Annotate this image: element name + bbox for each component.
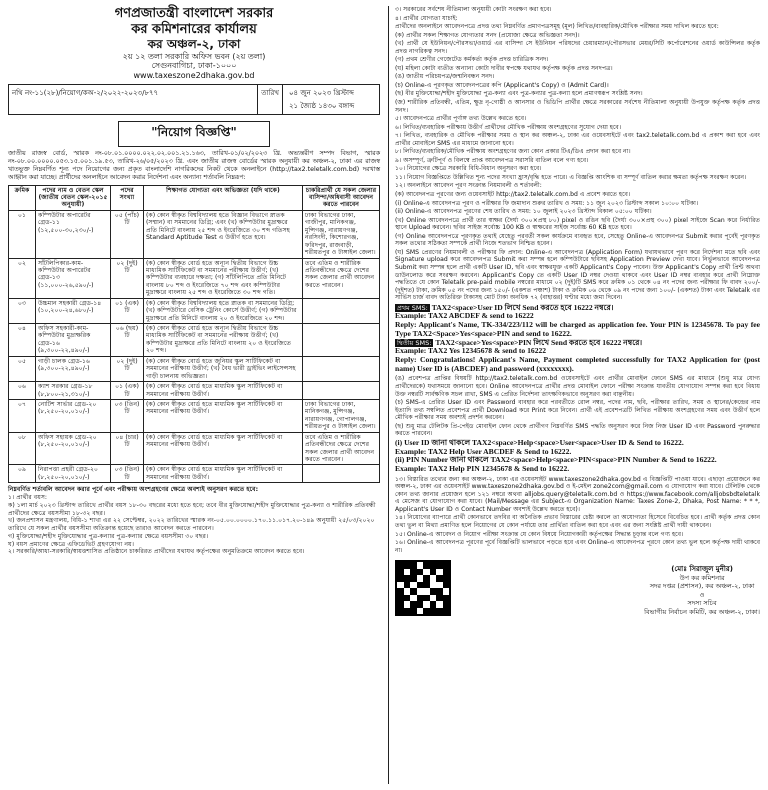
instruction-item: ৯। অসম্পূর্ণ, ত্রুটিপূর্ণ ও বিলম্বে প্রাপ্ত আবেদনপত্র সরাসরি বাতিল বলে গণ্য হবে। [395, 156, 589, 164]
header-line-3: কর অঞ্চল-২, ঢাকা [147, 37, 241, 52]
header-count: পদের সংখ্যা [111, 185, 144, 210]
note-item: ২। সরকারি/আধা-সরকারি/স্বায়ত্তশাসিত প্রতিষ্ঠানে চাকরিরত প্রার্থীদের যথাযথ কর্তৃপক্ষের অনুমতিক্রমে আবেদন করতে হবে। [8, 548, 305, 556]
table-row [9, 399, 380, 432]
cell-serial: ০৮ [9, 432, 36, 465]
cell-count: ০১ (এক) টি [111, 298, 144, 323]
cell-qualification: (ক) কোন স্বীকৃত বোর্ড হতে অন্যূন দ্বিতীয় বিভাগে উচ্চ মাধ্যমিক সার্টিফিকেট বা সমমানের পরীক্ষায় উত্তীর্ণ; (খ) কম্পিউটার ব্যবহারে দক্ষতা; (গ) সাঁটলিপিতে প্রতি মিনিটে বাংলায় ৮০ শব্দ ও ইংরেজিতে ৭০ শব্দ এবং কম্পিউটার মুদ্রাক্ষরে বাংলায় ২৫ শব্দ ও ইংরেজিতে ৩০ শব্দ গতি। [144, 258, 303, 298]
memo-date [283, 85, 379, 114]
cell-districts: ঢাকা বিভাগের ঢাকা, গাজীপুর, মানিকগঞ্জ, মুন্সিগঞ্জ, নারায়ণগঞ্জ, নরসিংদী, কিশোরগঞ্জ, ফরিদপুর, রাজবাড়ী, শরীয়তপুর ও টাঙ্গাইল জেলা। [303, 210, 380, 258]
cell-districts [303, 356, 380, 381]
instruction-item: ১২। অনলাইনে আবেদন পূরণ সংক্রান্ত নিয়মাবলী ও শর্তাবলী: [395, 182, 542, 190]
signer-committee-role: সদস্য সচিব [687, 599, 717, 608]
cell-qualification: (ক) কোন স্বীকৃত বোর্ড হতে মাধ্যমিক স্কুল সার্টিফিকেট বা সমমানের পরীক্ষায় উত্তীর্ণ। [144, 432, 303, 465]
note-item: গ) মুক্তিযোদ্ধা/শহীদ মুক্তিযোদ্ধার পুত্র-কন্যার পুত্র-কন্যার ক্ষেত্রে বয়সসীমা ৩০ বছর। [8, 532, 209, 540]
signer-office: সদর দপ্তর (প্রশাসন), কর অঞ্চল-২, ঢাকা [649, 582, 755, 591]
instruction-item: (খ) প্রার্থী যে ইউনিয়ন/পৌরসভা/ওয়ার্ড এর বাসিন্দা সে ইউনিয়ন পরিষদের চেয়ারম্যান/পৌরসভার মেয়র/সিটি কর্পোরেশনের ওয়ার্ড কাউন্সিলর কর্তৃক প্রদত্ত নাগরিকত্ব সনদ। [395, 40, 760, 55]
instruction-item: ১৫। Online-এ আবেদন ও নিয়োগ পরীক্ষা সংক্রান্ত যে কোন বিষয়ে নিয়োগকারী কর্তৃপক্ষের সিদ্ধান্ত চূড়ান্ত বলে গণ্য হবে। [395, 530, 684, 538]
recovery-instructions [395, 439, 760, 474]
sms2-example: Example: TAX2 Yes 12345678 & send to 16222 [395, 346, 547, 356]
cell-post: গাড়ী চালক গ্রেড-১৬ (৯,৩০০-২২,৪৯০/-) [36, 356, 111, 381]
cell-post: নিরাপত্তা প্রহরী গ্রেড-২০ (৮,২৫০-২০,০১০/-) [36, 465, 111, 483]
memo-number: নথি নং-১১(২৮)/নিয়োগ/কঅ-২/২০২২-২০২৩/৮৭৭ [9, 85, 258, 114]
cell-post: অফিস সহায়ক গ্রেড-২০ (৮,২৫০-২০,০১০/-) [36, 432, 111, 465]
signature-block [395, 560, 760, 616]
instruction-item: ৬। লিখিত/ব্যবহারিক পরীক্ষায় উত্তীর্ণ প্রার্থীদের মৌখিক পরীক্ষায় অংশগ্রহণের সুযোগ দেয়া হবে। [395, 123, 621, 131]
instruction-item: (খ) Online আবেদনপত্রে প্রার্থী তার স্বাক্ষর (দৈর্ঘ্য ৩০০×প্রস্থ ৮০) pixel ও রঙিন ছবি (দৈর্ঘ্য ৩০০×প্রস্থ ৩০০) pixel সাইজে Scan করে নির্ধারিত স্থানে Upload করবেন। ছবির সাইজ সর্বোচ্চ 100 KB ও স্বাক্ষরের সাইজ সর্বোচ্চ 60 KB হতে হবে। [395, 216, 760, 232]
header-districts: চাকরিপ্রার্থী যে সকল জেলার বাসিন্দা/অধিবাসী আবেদন করতে পারবেন [303, 185, 380, 210]
instruction-item: প্রার্থীদের অনলাইনে আবেদনপত্রে প্রদত্ত তথ্য নিম্নবর্ণিত প্রমাণপত্রসমূহ (মূল) লিখিত/ব্যবহারিক/মৌখিক পরীক্ষার সময় দাখিল করতে হবে: [395, 23, 719, 31]
instructions-list [395, 6, 760, 302]
instruction-item: (চ) SMS-এ প্রেরিত User ID এবং Password ব্যবহার করে পরবর্তীতে রোল নম্বর, পদের নাম, ছবি, পরীক্ষার তারিখ, সময় ও স্থানের/কেন্দ্রের নাম ইত্যাদি তথ্য সম্বলিত প্রবেশপত্র প্রার্থী Download করে Print করে নিবেন। প্রার্থী এই প্রবেশপত্রটি লিখিত পরীক্ষায় অংশগ্রহণের সময় এবং উত্তীর্ণ হলে মৌখিক পরীক্ষার সময় অবশ্যই প্রদর্শন করবেন। [395, 399, 760, 422]
cell-count: ০৫ (পাঁচ) টি [111, 210, 144, 258]
instruction-item: (গ) প্রথম শ্রেণীর গেজেটেড কর্মকর্তা কর্তৃক প্রদত্ত চারিত্রিক সনদ। [395, 56, 549, 64]
signer-name: (মোঃ সিরাজুল মুনীর) [671, 564, 733, 573]
table-row [9, 382, 380, 400]
signer-committee: বিভাগীয় নির্বাচন কমিটি, কর অঞ্চল-২, ঢাকা। [644, 607, 760, 616]
table-header-row [9, 185, 380, 210]
instruction-item: ১৩। বিস্তারিত তথ্যের জন্য কর অঞ্চল-২, ঢাকা এর ওয়েবসাইট www.taxeszone2dhaka.gov.bd এ বিজ্ঞপ্তিটি পাওয়া যাবে। এছাড়া প্রয়োজনে কর অঞ্চল-২, ঢাকা এর ওয়েবসাইট www.taxeszone2dhaka.gov.bd ও ই-মেইল zone2com@gmail.com এ যোগাযোগ করা যাবে। টেলিটক থেকে কোন তথ্য জানার প্রয়োজন হলে ১২১ নম্বরে অথবা alljobs.query@teletalk.com.bd ও https://www.facebook.com/alljobsbdteletalk এ মেসেজ বা যোগাযোগ করা যাবে। (Mail/Message এর Subject-এ Organization Name: Taxes Zone-2, Dhaka, Post Name: * * *, Applicant's User ID ও Contact Number অবশ্যই উল্লেখ করতে হবে)। [395, 475, 760, 513]
instruction-item: (i) Online-এ আবেদনপত্র পূরণ ও পরীক্ষার ফি জমাদান শুরুর তারিখ ও সময়: ১১ জুন ২০২৩ খ্রিস্টাব্দ সকাল ১০:০০ ঘটিকা। [395, 199, 699, 207]
final-instructions [395, 476, 760, 554]
cell-districts [303, 382, 380, 400]
cell-count: ০২ (দুই) টি [111, 356, 144, 381]
table-row [9, 258, 380, 298]
recover-user-id: (i) User ID জানা থাকলে TAX2<space>Help<space>User<space>User ID & Send to 16222. [395, 437, 684, 447]
instruction-item: (জ) শারীরিক প্রতিবন্ধী, এতিম, ক্ষুদ্র নৃ-গোষ্ঠী ও আনসার ও ভিডিপি প্রার্থীর ক্ষেত্রে সরকারের সর্বশেষ নীতিমালা অনুযায়ী উপযুক্ত কর্তৃপক্ষ কর্তৃক প্রদত্ত সনদ। [395, 99, 760, 114]
notice-title: "নিয়োগ বিজ্ঞপ্তি" [118, 121, 270, 147]
instruction-item: ১০। নিয়োগের ক্ষেত্রে সরকারি বিধি-বিধান অনুসরণ করা হবে। [395, 165, 542, 173]
table-row [9, 298, 380, 323]
cell-districts: তবে এতিম ও শারীরিক প্রতিবন্ধীদের ক্ষেত্রে দেশের সকল জেলার প্রার্থী আবেদন করতে পারবেন। [303, 258, 380, 298]
instruction-item: ৪। প্রার্থীর যোগ্যতা যাচাই: [395, 14, 458, 22]
cell-qualification: (ক) কোন স্বীকৃত বোর্ড হতে জুনিয়র স্কুল সার্টিফিকেট বা সমমানের পরীক্ষায় উত্তীর্ণ; (খ) বৈধ ভারী ড্রাইভিং লাইসেন্সসহ গাড়ী চালনায় অভিজ্ঞতা। [144, 356, 303, 381]
intro-paragraph: জাতীয় রাজস্ব বোর্ড, স্মারক নং-০৮.০১.০০০০.০২২.০২.০০১.২১.১৬৩, তারিখ-০১/০২/২০২৩ খ্রি. অভ্যন্তরীণ সম্পদ বিভাগ, স্মারক নং-০৮.০০.০০০০.০৫৩.১৫.০০১.১৯.৫৩, তারিখ-২৬/০৫/২০২৩ খ্রি. এবং জাতীয় রাজস্ব বোর্ডের স্মারক অনুযায়ী কর অঞ্চল-২, ঢাকা এর রাজস্ব খাতভুক্ত নিম্নবর্ণিত শূন্য পদে নিয়োগের জন্য প্রকৃত বাংলাদেশি নাগরিকদের নিকট থেকে অনলাইনে (http://tax2.teletalk.com.bd) দরখাস্ত আহ্বান করা যাচ্ছে। প্রার্থীদের অনলাইনে আবেদন করার নির্দেশনা এবং অন্যান্য শর্তাবলি নিম্নরূপ: [8, 150, 380, 181]
instruction-item: ১১। নিয়োগ বিজ্ঞপ্তিতে উল্লিখিত শূন্য পদের সংখ্যা হ্রাস/বৃদ্ধি হতে পারে। এ বিজ্ঞপ্তি আংশিক বা সম্পূর্ণ বাতিল করার ক্ষমতা কর্তৃপক্ষ সংরক্ষণ করেন। [395, 173, 747, 181]
cell-post: নোটিশ সার্ভার গ্রেড-২০ (৮,২৫০-২০,০১০/-) [36, 399, 111, 432]
instruction-item: (চ) Online-এ পূরণকৃত আবেদনপত্রের কপি (Applicant's Copy) ও (Admit Card)। [395, 81, 609, 89]
cell-count: ০৬ (ছয়) টি [111, 324, 144, 357]
notes-list [8, 494, 380, 556]
instruction-item: ৭। লিখিত, ব্যবহারিক ও মৌখিক পরীক্ষার সময় ও স্থান কর অঞ্চল-২, ঢাকা এর ওয়েবসাইটে এবং tax2.teletalk.com.bd এ প্রকাশ করা হবে এবং প্রার্থীর মোবাইলে SMS এর মাধ্যমে জানানো হবে। [395, 132, 760, 147]
instruction-item: ৩। সরকারের সর্বশেষ নীতিমালা অনুযায়ী কোটা সংরক্ষণ করা হবে। [395, 6, 552, 13]
cell-serial: ০৪ [9, 324, 36, 357]
left-notes [8, 486, 380, 556]
cell-post: কম্পিউটার অপারেটর গ্রেড-১১ (১২,৫০০-৩০,২৩০/-) [36, 210, 111, 258]
cell-count: ০৩ (তিন) টি [111, 465, 144, 483]
left-column [8, 6, 380, 784]
table-row [9, 356, 380, 381]
instruction-item: ১৪। নিয়োগের ব্যাপারে প্রার্থী কোনভাবে তদবির বা অনৈতিক প্রভাব বিস্তারের চেষ্টা করলে তা অযোগ্যতা হিসেবে বিবেচিত হবে। প্রার্থী কর্তৃক প্রদত্ত কোন তথ্য ভুল বা মিথ্যা প্রমাণিত হলে নিয়োগের যে কোন পর্যায়ে তার প্রার্থিতা বাতিল করা হবে এবং এর জন্য সংশ্লিষ্ট প্রার্থী দায়ী থাকবেন। [395, 514, 760, 529]
memo-date-english: ০৪ জুন ২০২৩ খ্রিস্টাব্দ [289, 89, 354, 98]
sms2-reply: Reply: Congratulations! Applicant's Name, Payment completed successfully for TAX2 Application for (post name) User ID is (ABCDEF) and password (xxxxxxxx). [395, 355, 760, 373]
cell-count: ০৪ (চার) টি [111, 432, 144, 465]
note-item: খ) জনপ্রশাসন মন্ত্রণালয়, বিধি-১ শাখা এর ২২ সেপ্টেম্বর, ২০২২ তারিখের স্মারক নং-০৫.০০.০০০০.১৭০.১১.০১৭.২০-১৪৯ অনুযায়ী ২৫/০৩/২০২০ তারিখে যে সকল প্রার্থীর বয়সসীমা অতিক্রান্ত হয়েছে তারাও আবেদন করতে পারবেন। [8, 517, 375, 533]
note-item: ১। প্রার্থীর বয়স: [8, 494, 48, 502]
header-line-2: কর কমিশনারের কার্যালয় [131, 21, 257, 37]
cell-serial: ০৫ [9, 356, 36, 381]
instruction-item: (গ) Online আবেদনপত্রে পূরণকৃত তথ্যই যেহেতু পরবর্তী সকল কার্যক্রমে ব্যবহৃত হবে, সেহেতু Online-এ আবেদনপত্র Submit করার পূর্বেই পূরণকৃত সকল তথ্যের সঠিকতা সম্পর্কে প্রার্থী নিজে শতভাগ নিশ্চিত হবেন। [395, 232, 760, 248]
instruction-item: (ঘ) SMS প্রেরণের নিয়মাবলী ও পরীক্ষার ফি প্রদান: Online-এ আবেদনপত্র (Application Form) যথাযথভাবে পূরণ করে নির্দেশনা মতে ছবি এবং Signature upload করে আবেদনপত্র Submit করা সম্পন্ন হলে কম্পিউটারে ছবিসহ Application Preview দেখা যাবে। নির্ভুলভাবে আবেদনপত্র Submit করা সম্পন্ন হলে প্রার্থী একটি User ID, ছবি এবং স্বাক্ষরযুক্ত একটি Applicant's Copy পাবেন। উক্ত Applicant's Copy প্রার্থী প্রিন্ট অথবা ডাউনলোড করে সংরক্ষণ করবেন। Applicant's Copy তে একটি User ID নম্বর দেওয়া থাকবে এবং User ID নম্বর ব্যবহার করে প্রার্থী নিম্নোক্ত পদ্ধতিতে যে কোন Teletalk pre-paid mobile নম্বরের মাধ্যমে ০২ (দুই)টি SMS করে ক্রমিক ০১ থেকে ০৪ নং পদের জন্য পরীক্ষার ফি বাবদ ২০০/- (দুইশত) টাকা, ক্রমিক ০৫ নং পদের জন্য ১৫০/- (একশত পঞ্চাশ) টাকা ও ক্রমিক ০৬ থেকে ০৯ নং পদের জন্য ১০০/- (একশত) টাকা এবং Teletalk এর সার্ভিস চার্জ বাবদ অতিরিক্ত টাকাসহ মোট টাকা অনধিক ৭২ (বাহাত্তর) ঘণ্টার মধ্যে জমা দিবেন। [395, 248, 760, 302]
header-line-5: সেগুনবাগিচা, ঢাকা-১০০০ [151, 61, 237, 71]
later-instructions [395, 375, 760, 437]
signer [644, 565, 760, 616]
header-serial: ক্রমিক [9, 185, 36, 210]
cell-serial: ০২ [9, 258, 36, 298]
instruction-item: (ছ) বীর মুক্তিযোদ্ধা/শহীদ মুক্তিযোদ্ধা পুত্র-কন্যা এবং পুত্র-কন্যার পুত্র-কন্যা হলে প্রমাণস্বরূপ সংশ্লিষ্ট সনদ। [395, 90, 643, 98]
qr-code-icon [395, 560, 451, 616]
cell-districts: তবে এতিম ও শারীরিক প্রতিবন্ধীদের ক্ষেত্রে দেশের সকল জেলার প্রার্থী আবেদন করতে পারবেন। [303, 432, 380, 465]
instruction-item: ৮। লিখিত/ব্যবহারিক/মৌখিক পরীক্ষায় অংশগ্রহণের জন্য কোন প্রকার টিএ/ডিএ প্রদান করা হবে না। [395, 148, 631, 156]
header-line-4: ২য় ১২ তলা সরকারি অফিস ভবন (২য় তলা) [122, 51, 266, 61]
recover-user-id-example: Example: TAX2 Help User ABCDEF & Send to 16222. [395, 446, 572, 456]
note-item: ক) ১লা মার্চ ২০২৩ খ্রিস্টাব্দ তারিখে প্রার্থীর বয়স ১৮-৩০ বছরের মধ্যে হতে হবে; তবে বীর মুক্তিযোদ্ধা/শহীদ মুক্তিযোদ্ধার পুত্র-কন্যা ও শারীরিক প্রতিবন্ধী প্রার্থীদের ক্ষেত্রে বয়সসীমা ১৮-৩২ বছর। [8, 501, 376, 517]
cell-qualification: (ক) কোন স্বীকৃত বোর্ড হতে মাধ্যমিক স্কুল সার্টিফিকেট বা সমমানের পরীক্ষায় উত্তীর্ণ। [144, 382, 303, 400]
cell-districts: ঢাকা বিভাগের ঢাকা, মানিকগঞ্জ, মুন্সিগঞ্জ, নারায়ণগঞ্জ, গোপালগঞ্জ, শরীয়তপুর ও টাঙ্গাইল জেলা। [303, 399, 380, 432]
header-line-1: গণপ্রজাতন্ত্রী বাংলাদেশ সরকার [114, 6, 274, 21]
sms1-reply: Reply: Applicant's Name, TK-334/223/112 will be charged as application fee. Your PIN is 12345678. To pay fee Type TAX2<Space>Yes<space>PIN and send to 16222. [395, 320, 760, 338]
cell-qualification: (ক) কোন স্বীকৃত বোর্ড হতে মাধ্যমিক স্কুল সার্টিফিকেট বা সমমানের পরীক্ষায় উত্তীর্ণ। [144, 465, 303, 483]
table-body [9, 210, 380, 482]
cell-serial: ০৭ [9, 399, 36, 432]
office-header [8, 6, 380, 80]
instruction-item: (ক) আবেদনপত্র পূরণের জন্য ওয়েবসাইট http://tax2.teletalk.com.bd এ প্রবেশ করতে হবে। [395, 191, 631, 199]
cell-post: অফিস সহকারী-কাম-কম্পিউটার মুদ্রাক্ষরিক গ্রেড-১৬ (৯,৩০০-২২,৪৯০/-) [36, 324, 111, 357]
note-item: ঘ) বয়স প্রমাণের ক্ষেত্রে এফিডেভিট গ্রহণযোগ্য নয়। [8, 540, 134, 548]
cell-post: ক্যাশ সরকার গ্রেড-১৮ (৮,৮০০-২১,৩১০/-) [36, 382, 111, 400]
header-website: www.taxeszone2dhaka.gov.bd [133, 70, 255, 80]
instruction-item: (ক) প্রার্থীর সকল শিক্ষাগত যোগ্যতার সনদ (প্রযোজ্য ক্ষেত্রে অভিজ্ঞতা সনদ)। [395, 31, 580, 39]
cell-serial: ০৯ [9, 465, 36, 483]
cell-count: ০২ (দুই) টি [111, 258, 144, 298]
cell-qualification: (ক) কোন স্বীকৃত বোর্ড হতে অন্যূন দ্বিতীয় বিভাগে উচ্চ মাধ্যমিক সার্টিফিকেট বা সমমানের পরীক্ষায় উত্তীর্ণ; (খ) কম্পিউটার মুদ্রাক্ষরে প্রতি মিনিটে বাংলায় ২০ ও ইংরেজিতে ২০ শব্দ। [144, 324, 303, 357]
signer-and: ও [699, 590, 705, 599]
table-row [9, 324, 380, 357]
cell-count: ০১ (এক) টি [111, 382, 144, 400]
sms1-command: TAX2<space>User ID লিখে Send করতে হবে 16222 নম্বরে। [431, 302, 614, 312]
cell-post: উচ্চমান সহকারী গ্রেড-১৪ (১০,২০০-২৪,৬৮০/-) [36, 298, 111, 323]
header-qualification: শিক্ষাগত যোগ্যতা এবং অভিজ্ঞতা (যদি থাকে) [144, 185, 303, 210]
cell-serial: ০১ [9, 210, 36, 258]
vacancy-table [8, 185, 380, 484]
memo-row [8, 84, 380, 115]
instruction-item: (ii) Online-এ আবেদনপত্র পূরণের শেষ তারিখ ও সময়: ১০ জুলাই ২০২৩ খ্রিস্টাব্দ বিকাল ০৫:০০ ঘটিকা। [395, 208, 652, 216]
cell-districts [303, 465, 380, 483]
cell-serial: ০৬ [9, 382, 36, 400]
cell-qualification: (ক) কোন স্বীকৃত বিশ্ববিদ্যালয় হতে স্নাতক বা সমমানের ডিগ্রি; (খ) কম্পিউটারে বেসিক ট্রেনিং কোর্সে উত্তীর্ণ; (গ) কম্পিউটার মুদ্রাক্ষরে প্রতি মিনিটে বাংলায় ২০ ও ইংরেজিতে ২০ শব্দ। [144, 298, 303, 323]
sms2-tag: দ্বিতীয় SMS: [397, 338, 432, 347]
instruction-item: ৫। আবেদনপত্রে প্রার্থীর পূর্ণাঙ্গ তথ্য উল্লেখ করতে হবে। [395, 115, 527, 123]
qr-module [443, 608, 450, 615]
memo-date-bangla: ২১ জ্যৈষ্ঠ ১৪৩০ বঙ্গাব্দ [289, 101, 355, 110]
right-column [388, 6, 760, 784]
cell-serial: ০৩ [9, 298, 36, 323]
recover-pin-example: Example: TAX2 Help PIN 12345678 & Send to 16222. [395, 463, 570, 473]
memo-date-label: তারিখ [258, 85, 283, 114]
sms2-command: TAX2<space>Yes<space>PIN লিখে Send করতে হবে 16222 নম্বরে। [435, 337, 643, 347]
table-row [9, 210, 380, 258]
instruction-item: (ছ) শুধু মাত্র টেলিটক প্রি-পেইড মোবাইল ফোন থেকে প্রার্থীগণ নিম্নবর্ণিত SMS পদ্ধতি অনুসরণ করে নিজ নিজ User ID এবং Password পুনরুদ্ধার করতে পারবেন। [395, 422, 760, 438]
instruction-item: (ঙ) জাতীয় পরিচয়পত্র/জন্মনিবন্ধন সনদ। [395, 73, 495, 81]
instruction-item: (ঙ) প্রবেশপত্র প্রাপ্তির বিষয়টি http://tax2.teletalk.com.bd ওয়েবসাইটে এবং প্রার্থীর মোবাইল ফোনে SMS এর মাধ্যমে (শুধু মাত্র যোগ্য প্রার্থীদেরকে) যথাসময়ে জানানো হবে। Online আবেদনপত্রে প্রার্থীর প্রদত্ত মোবাইল ফোনে পরীক্ষা সংক্রান্ত যাবতীয় যোগাযোগ সম্পন্ন করা হবে বিধায় উক্ত নম্বরটি সার্বক্ষণিক সচল রাখা, SMS এ প্রেরিত নির্দেশনা তাৎক্ষণিকভাবে অনুসরণ করা বাঞ্ছনীয়। [395, 375, 760, 398]
sms1-example: Example: TAX2 ABCDEF & send to 16222 [395, 311, 534, 321]
instruction-item: (ঘ) মহিলা কোটা ব্যতীত অন্যান্য কোটা দাবীর স্বপক্ষে যথাযথ কর্তৃপক্ষ কর্তৃক প্রদত্ত সনদপত্র। [395, 64, 613, 72]
cell-qualification: (ক) কোন স্বীকৃত বিশ্ববিদ্যালয় হতে বিজ্ঞান বিভাগে স্নাতক (সম্মান) বা সমমানের ডিগ্রি; এবং (খ) কম্পিউটার মুদ্রাক্ষরে প্রতি মিনিটে বাংলায় ২৫ শব্দ ও ইংরেজিতে ৩০ শব্দ গতিসহ Standard Aptitude Test এ উত্তীর্ণ হতে হবে। [144, 210, 303, 258]
cell-qualification: (ক) কোন স্বীকৃত বোর্ড হতে মাধ্যমিক স্কুল সার্টিফিকেট বা সমমানের পরীক্ষায় উত্তীর্ণ। [144, 399, 303, 432]
sms1-tag: প্রথম SMS: [397, 303, 428, 312]
cell-post: সাঁটলিপিকার-কাম-কম্পিউটার অপারেটর গ্রেড-১৩ (১১,০০০-২৬,৫৯০/-) [36, 258, 111, 298]
cell-districts [303, 298, 380, 323]
signer-designation: উপ কর কমিশনার [679, 573, 725, 582]
table-row [9, 432, 380, 465]
notes-heading: নিম্নবর্ণিত শর্তাবলি আবেদন করার পূর্বে এবং পরীক্ষায় অংশগ্রহণের ক্ষেত্রে অবশ্যই অনুসরণ করতে হবে: [8, 486, 259, 494]
sms-instructions [395, 304, 760, 374]
cell-count: ০৩ (তিন) টি [111, 399, 144, 432]
table-row [9, 465, 380, 483]
header-post: পদের নাম ও বেতন স্কেল (জাতীয় বেতন স্কেল-২০১৫ অনুযায়ী) [36, 185, 111, 210]
instruction-item: ১৬। Online-এ আবেদনপত্র পূরণের পূর্বে বিজ্ঞপ্তিটি ভালভাবে পড়তে হবে এবং Online-এ আবেদনপত্র পূরণে কোন তথ্য ভুল হলে কর্তৃপক্ষ দায়ী থাকবে না। [395, 539, 760, 554]
recover-pin: (ii) PIN Number জানা থাকলে TAX2<space>Help<space>PIN<space>PIN Number & Send to 16222. [395, 455, 717, 465]
cell-districts [303, 324, 380, 357]
